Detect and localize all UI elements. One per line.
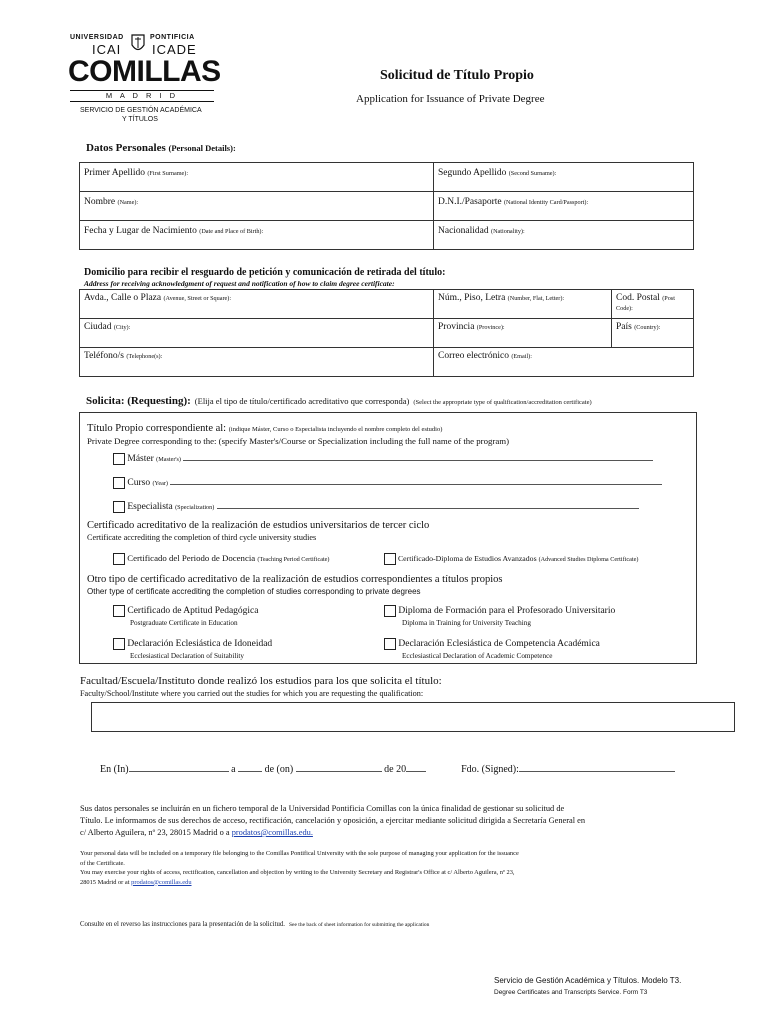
title-label — [87, 423, 442, 434]
birth-label: Fecha y Lugar de Nacimiento — [84, 226, 197, 236]
privacy-en-line3: You may exercise your rights of access, rectification, cancellation and objection by writing to the University Secretary and Registrar's Office at c/ Alberto Aguilera, nº 23, — [80, 869, 515, 876]
year-input[interactable] — [406, 771, 426, 772]
other-heading-en: Other type of certificate accrediting the completion of studies corresponding to private degrees — [87, 587, 421, 596]
cert-dea-option[interactable] — [384, 553, 638, 565]
faculty-input[interactable] — [91, 702, 735, 732]
title-note: (indique Máster, Curso o Especialista incluyendo el nombre completo del estudio) — [228, 426, 443, 433]
cert-docencia-label-en: (Teaching Period Certificate) — [257, 556, 330, 564]
page-title: Solicitud de Título Propio — [380, 68, 534, 83]
street-label: Avda., Calle o Plaza — [84, 293, 162, 303]
cap-option[interactable] — [113, 605, 259, 617]
logo-service2: Y TÍTULOS — [122, 116, 158, 123]
course-line[interactable] — [170, 484, 662, 485]
master-label: Máster — [127, 454, 154, 465]
course-label: Curso — [127, 478, 151, 489]
master-label-en: (Master's) — [156, 456, 181, 464]
request-heading-text: Solicita: (Requesting): — [86, 395, 191, 407]
province-field[interactable] — [434, 319, 612, 348]
cert-heading: Certificado acreditativo de la realización de estudios universitarios de tercer ciclo — [87, 520, 430, 531]
second-surname-field[interactable] — [434, 163, 694, 192]
idoneidad-option[interactable] — [113, 638, 272, 650]
name-field[interactable] — [80, 192, 434, 221]
logo-pont: PONTIFICIA — [150, 34, 195, 41]
nationality-field[interactable] — [434, 221, 694, 250]
competencia-checkbox[interactable] — [384, 638, 396, 650]
dni-label-en: (National Identity Card/Passport): — [503, 199, 589, 206]
phone-field[interactable] — [80, 348, 434, 377]
privacy-en-line4: 28015 Madrid or at — [80, 878, 130, 886]
specialist-line[interactable] — [217, 508, 639, 509]
faculty-label-en: Faculty/School/Institute where you carried out the studies for which you are requesting the qualification: — [80, 689, 424, 698]
month-label: de (on) — [264, 764, 294, 775]
cert-docencia-checkbox[interactable] — [113, 553, 125, 565]
logo-icai: ICAI — [92, 42, 122, 57]
dni-label: D.N.I./Pasaporte — [438, 197, 502, 207]
request-heading — [86, 391, 592, 409]
cap-checkbox[interactable] — [113, 605, 125, 617]
course-checkbox[interactable] — [113, 477, 125, 489]
course-option[interactable] — [113, 477, 662, 489]
country-label-en: (Country): — [634, 324, 661, 331]
cap-label: Certificado de Aptitud Pedagógica — [127, 606, 259, 617]
personal-heading-text: Datos Personales — [86, 142, 166, 154]
idoneidad-checkbox[interactable] — [113, 638, 125, 650]
privacy-es-line3: c/ Alberto Aguilera, nº 23, 28015 Madrid o a — [80, 828, 230, 837]
specialist-option[interactable] — [113, 501, 639, 513]
footer-line2: Degree Certificates and Transcripts Service. Form T3 — [494, 989, 648, 996]
city-field[interactable] — [80, 319, 434, 348]
country-field[interactable] — [612, 319, 694, 348]
number-label-en: (Number, Flat, Letter): — [507, 295, 565, 302]
name-label: Nombre — [84, 197, 116, 207]
master-option[interactable] — [113, 453, 653, 465]
privacy-es-line1: Sus datos personales se incluirán en un fichero temporal de la Universidad Pontificia Comillas con la única finalidad de gestionar su solicitud de — [80, 804, 565, 813]
phone-label: Teléfono/s — [84, 351, 124, 361]
birth-field[interactable] — [80, 221, 434, 250]
cap-label-en: Postgraduate Certificate in Education — [130, 619, 238, 627]
place-label: En (In) — [100, 764, 129, 775]
specialist-label-en: (Specialization) — [175, 504, 215, 512]
phone-label-en: (Telephone(s): — [126, 353, 163, 360]
place-input[interactable] — [129, 771, 229, 772]
cert-dea-label-en: (Advanced Studies Diploma Certificate) — [538, 555, 639, 563]
email-field[interactable] — [434, 348, 694, 377]
postcode-label: Cod. Postal — [616, 293, 660, 303]
idoneidad-label: Declaración Eclesiástica de Idoneidad — [127, 639, 273, 650]
privacy-es-line2: Título. Le informamos de sus derechos de acceso, rectificación, cancelación y oposición, a ejercitar mediante solicitud dirigida a Secretaría General en — [80, 816, 586, 825]
number-field[interactable] — [434, 290, 612, 319]
title-label-en: Private Degree corresponding to the: (specify Master's/Course or Specialization including the full name of the program) — [87, 436, 509, 446]
note-en: See the back of sheet information for submitting the application — [288, 922, 430, 928]
request-instruction: (Elija el tipo de título/certificado acreditativo que corresponda) — [194, 396, 410, 406]
page-subtitle: Application for Issuance of Private Degree — [356, 93, 545, 105]
footer-line1: Servicio de Gestión Académica y Títulos. Modelo T3. — [494, 976, 682, 985]
address-table — [79, 289, 694, 377]
cert-docencia-label: Certificado del Periodo de Docencia — [127, 553, 256, 564]
street-field[interactable] — [80, 290, 434, 319]
request-instruction-en: (Select the appropriate type of qualification/accreditation certificate) — [413, 399, 592, 406]
signed-label: Fdo. (Signed): — [461, 764, 519, 775]
signature-row — [100, 764, 675, 775]
crest-icon — [130, 33, 146, 55]
city-label: Ciudad — [84, 322, 112, 332]
university-logo — [66, 30, 226, 130]
diploma-prof-option[interactable] — [384, 605, 615, 617]
address-heading: Domicilio para recibir el resguardo de petición y comunicación de retirada del título: — [84, 267, 446, 278]
day-input[interactable] — [238, 771, 262, 772]
logo-comillas: COMILLAS — [68, 55, 221, 88]
privacy-en-line2: of the Certificate. — [80, 859, 125, 867]
privacy-en — [80, 849, 519, 887]
email-label-en: (Email): — [511, 353, 532, 360]
cert-heading-en: Certificate accrediting the completion of third cycle university studies — [87, 533, 317, 542]
competencia-option[interactable] — [384, 638, 600, 650]
postcode-field[interactable] — [612, 290, 694, 319]
specialist-checkbox[interactable] — [113, 501, 125, 513]
cert-dea-label: Certificado-Diploma de Estudios Avanzados — [397, 553, 537, 563]
logo-univ: UNIVERSIDAD — [70, 34, 124, 41]
first-surname-label: Primer Apellido — [84, 168, 145, 178]
logo-icade: ICADE — [152, 42, 197, 57]
nationality-label-en: (Nationality): — [491, 228, 525, 235]
competencia-label: Declaración Eclesiástica de Competencia Académica — [398, 639, 600, 650]
privacy-en-line1: Your personal data will be included on a temporary file belonging to the Comillas Pontifical University with the sole purpose of managing your application for the issuance — [80, 850, 519, 857]
country-label: País — [616, 322, 632, 332]
privacy-email2-link[interactable]: prodatos@comillas.edu — [131, 878, 192, 886]
master-line[interactable] — [183, 460, 653, 461]
privacy-es — [80, 803, 585, 839]
personal-heading-en: (Personal Details): — [168, 143, 236, 153]
diploma-prof-label-en: Diploma in Training for University Teaching — [402, 619, 531, 627]
address-heading-en: Address for receiving acknowledgment of request and notification of how to claim degree certificate: — [84, 279, 395, 288]
cert-docencia-option[interactable] — [113, 553, 329, 565]
specialist-label: Especialista — [127, 502, 173, 513]
day-label: a — [231, 764, 236, 775]
personal-table — [79, 162, 694, 250]
first-surname-field[interactable] — [80, 163, 434, 192]
province-label-en: (Province): — [476, 324, 505, 331]
first-surname-label-en: (First Surname): — [147, 170, 189, 177]
note-es: Consulte en el reverso las instrucciones para la presentación de la solicitud. — [80, 921, 285, 928]
cert-dea-checkbox[interactable] — [384, 553, 396, 565]
privacy-email-link[interactable]: prodatos@comillas.edu. — [231, 828, 313, 837]
master-checkbox[interactable] — [113, 453, 125, 465]
birth-label-en: (Date and Place of Birth): — [199, 228, 264, 235]
second-surname-label: Segundo Apellido — [438, 168, 507, 178]
diploma-prof-label: Diploma de Formación para el Profesorado Universitario — [398, 606, 616, 617]
email-label: Correo electrónico — [438, 351, 509, 361]
personal-heading — [86, 142, 236, 154]
street-label-en: (Avenue, Street or Square): — [163, 295, 232, 302]
logo-madrid: M A D R I D — [70, 90, 214, 102]
logo-service1: SERVICIO DE GESTIÓN ACADÉMICA — [80, 107, 202, 114]
signature-input[interactable] — [519, 771, 675, 772]
month-input[interactable] — [296, 771, 382, 772]
competencia-label-en: Ecclesiastical Declaration of Academic Competence — [402, 652, 553, 660]
name-label-en: (Name): — [117, 199, 139, 206]
title-label-text: Título Propio correspondiente al: — [87, 423, 227, 434]
postcode-label-en: (Post Code): — [616, 295, 675, 312]
province-label: Provincia — [438, 322, 475, 332]
instructions-note — [80, 913, 429, 931]
course-label-en: (Year) — [152, 480, 168, 488]
dni-field[interactable] — [434, 192, 694, 221]
nationality-label: Nacionalidad — [438, 226, 489, 236]
diploma-prof-checkbox[interactable] — [384, 605, 396, 617]
other-heading: Otro tipo de certificado acreditativo de la realización de estudios correspondientes a títulos propios — [87, 574, 503, 585]
idoneidad-label-en: Ecclesiastical Declaration of Suitability — [130, 652, 244, 660]
year-label: de 20 — [384, 764, 407, 775]
number-label: Núm., Piso, Letra — [438, 293, 506, 303]
city-label-en: (City): — [113, 324, 131, 331]
faculty-label: Facultad/Escuela/Instituto donde realizó los estudios para los que solicita el título: — [80, 675, 442, 687]
second-surname-label-en: (Second Surname): — [508, 170, 557, 177]
